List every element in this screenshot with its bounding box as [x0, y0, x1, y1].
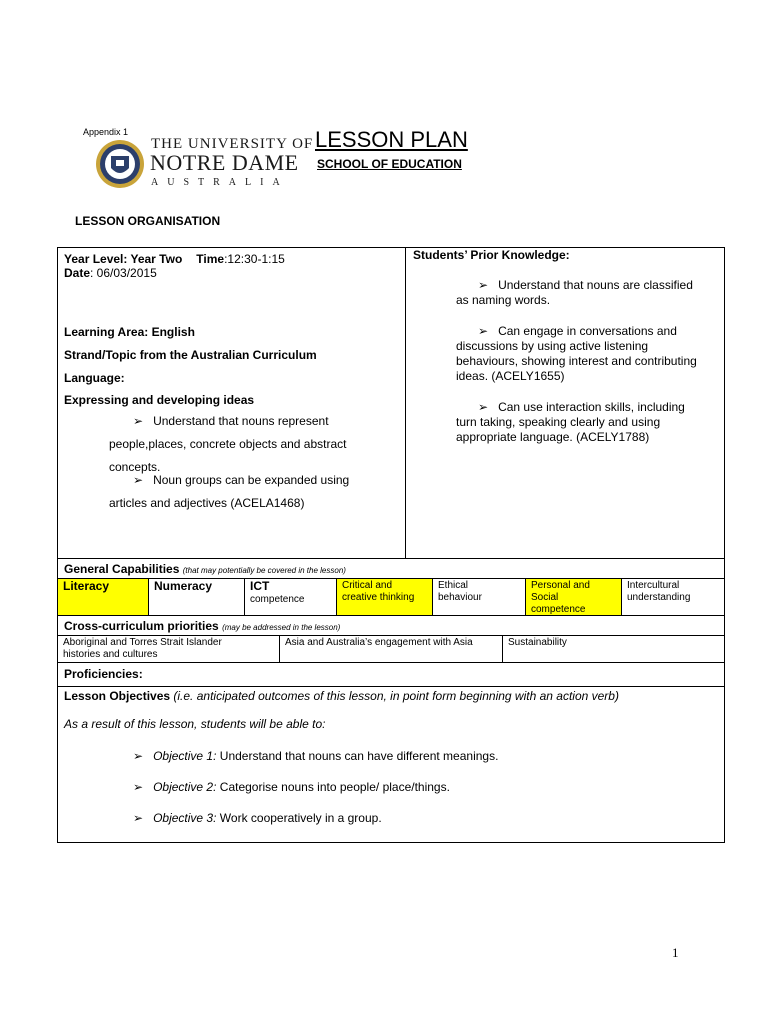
bullet-arrow-icon: ➢ [133, 414, 144, 428]
objective-item: ➢ Objective 3: Work cooperatively in a group. [133, 811, 382, 825]
capability-personal-social: Personal and Social competence [526, 579, 622, 615]
bullet-arrow-icon: ➢ [478, 400, 489, 414]
objectives-note: (i.e. anticipated outcomes of this lesson, in point form beginning with an action verb) [173, 689, 619, 703]
time-value: :12:30-1:15 [224, 252, 285, 266]
general-capabilities-heading: General Capabilities (that may potentially be covered in the lesson) [57, 559, 725, 579]
priority-aboriginal: Aboriginal and Torres Strait Islander histories and cultures [58, 636, 280, 662]
strand-topic: Strand/Topic from the Australian Curriculum [64, 348, 317, 362]
lesson-objectives-box [57, 687, 725, 843]
capability-literacy: Literacy [58, 579, 149, 615]
list-item: ➢ Noun groups can be expanded using [133, 473, 350, 487]
page-title: LESSON PLAN [315, 127, 468, 152]
appendix-label: Appendix 1 [83, 127, 129, 137]
proficiencies-row [57, 663, 725, 687]
objective-item: ➢ Objective 1: Understand that nouns can have different meanings. [133, 749, 499, 763]
list-item-continuation: appropriate language. (ACELY1788) [456, 430, 650, 444]
objectives-heading: Lesson Objectives [64, 689, 171, 703]
university-name-line3: AUSTRALIA [151, 177, 289, 188]
learning-area: Learning Area: English [64, 325, 195, 339]
prior-knowledge-heading: Students’ Prior Knowledge: [413, 248, 570, 262]
list-item: ➢ Understand that nouns represent [133, 414, 329, 428]
cross-curriculum-row [57, 636, 725, 663]
list-item-continuation: as naming words. [456, 293, 551, 307]
capability-ethical-behaviour: Ethical behaviour [433, 579, 526, 615]
capability-numeracy: Numeracy [149, 579, 245, 615]
list-item-continuation: concepts. [109, 460, 161, 474]
bullet-arrow-icon: ➢ [133, 749, 144, 763]
university-name-line1: THE UNIVERSITY OF [151, 136, 314, 152]
list-item: ➢ Can use interaction skills, including [478, 400, 685, 414]
list-item: ➢ Can engage in conversations and [478, 324, 677, 338]
bullet-arrow-icon: ➢ [133, 780, 144, 794]
cross-curriculum-heading: Cross-curriculum priorities (may be addressed in the lesson) [57, 616, 725, 636]
proficiencies-label: Proficiencies: [64, 667, 143, 681]
list-item: ➢ Understand that nouns are classified [478, 278, 693, 292]
list-item-continuation: turn taking, speaking clearly and using [456, 415, 661, 429]
list-item-continuation: ideas. (ACELY1655) [456, 369, 565, 383]
time-label: Time [196, 252, 225, 266]
bullet-arrow-icon: ➢ [478, 324, 489, 338]
capability-critical-thinking: Critical and creative thinking [337, 579, 433, 615]
list-item-continuation: people,places, concrete objects and abstract [109, 437, 347, 451]
bullet-arrow-icon: ➢ [133, 811, 144, 825]
year-level: Year Level: Year Two [64, 252, 183, 266]
bullet-arrow-icon: ➢ [478, 278, 489, 292]
priority-asia: Asia and Australia’s engagement with Asia [280, 636, 503, 662]
language-label: Language: [64, 371, 125, 385]
list-item-continuation: behaviours, showing interest and contributing [456, 354, 697, 368]
bullet-arrow-icon: ➢ [133, 473, 144, 487]
date-label: Date [64, 266, 91, 280]
expressing-label: Expressing and developing ideas [64, 393, 255, 407]
university-seal-icon [95, 138, 145, 190]
objectives-intro: As a result of this lesson, students will be able to: [64, 717, 326, 731]
section-heading: LESSON ORGANISATION [75, 214, 221, 228]
priority-sustainability: Sustainability [508, 637, 567, 648]
capability-ict: ICT competence [245, 579, 337, 615]
column-divider [405, 248, 406, 558]
objective-item: ➢ Objective 2: Categorise nouns into people/ place/things. [133, 780, 450, 794]
capability-intercultural: Intercultural understanding [627, 580, 691, 603]
page-subtitle: SCHOOL OF EDUCATION [317, 157, 462, 171]
university-name-line2: NOTRE DAME [150, 150, 299, 175]
list-item-continuation: articles and adjectives (ACELA1468) [109, 496, 305, 510]
lesson-info-box [57, 247, 725, 559]
page-number: 1 [672, 945, 679, 960]
list-item-continuation: discussions by using active listening [456, 339, 649, 353]
date-value: : 06/03/2015 [90, 266, 157, 280]
general-capabilities-row [57, 579, 725, 616]
